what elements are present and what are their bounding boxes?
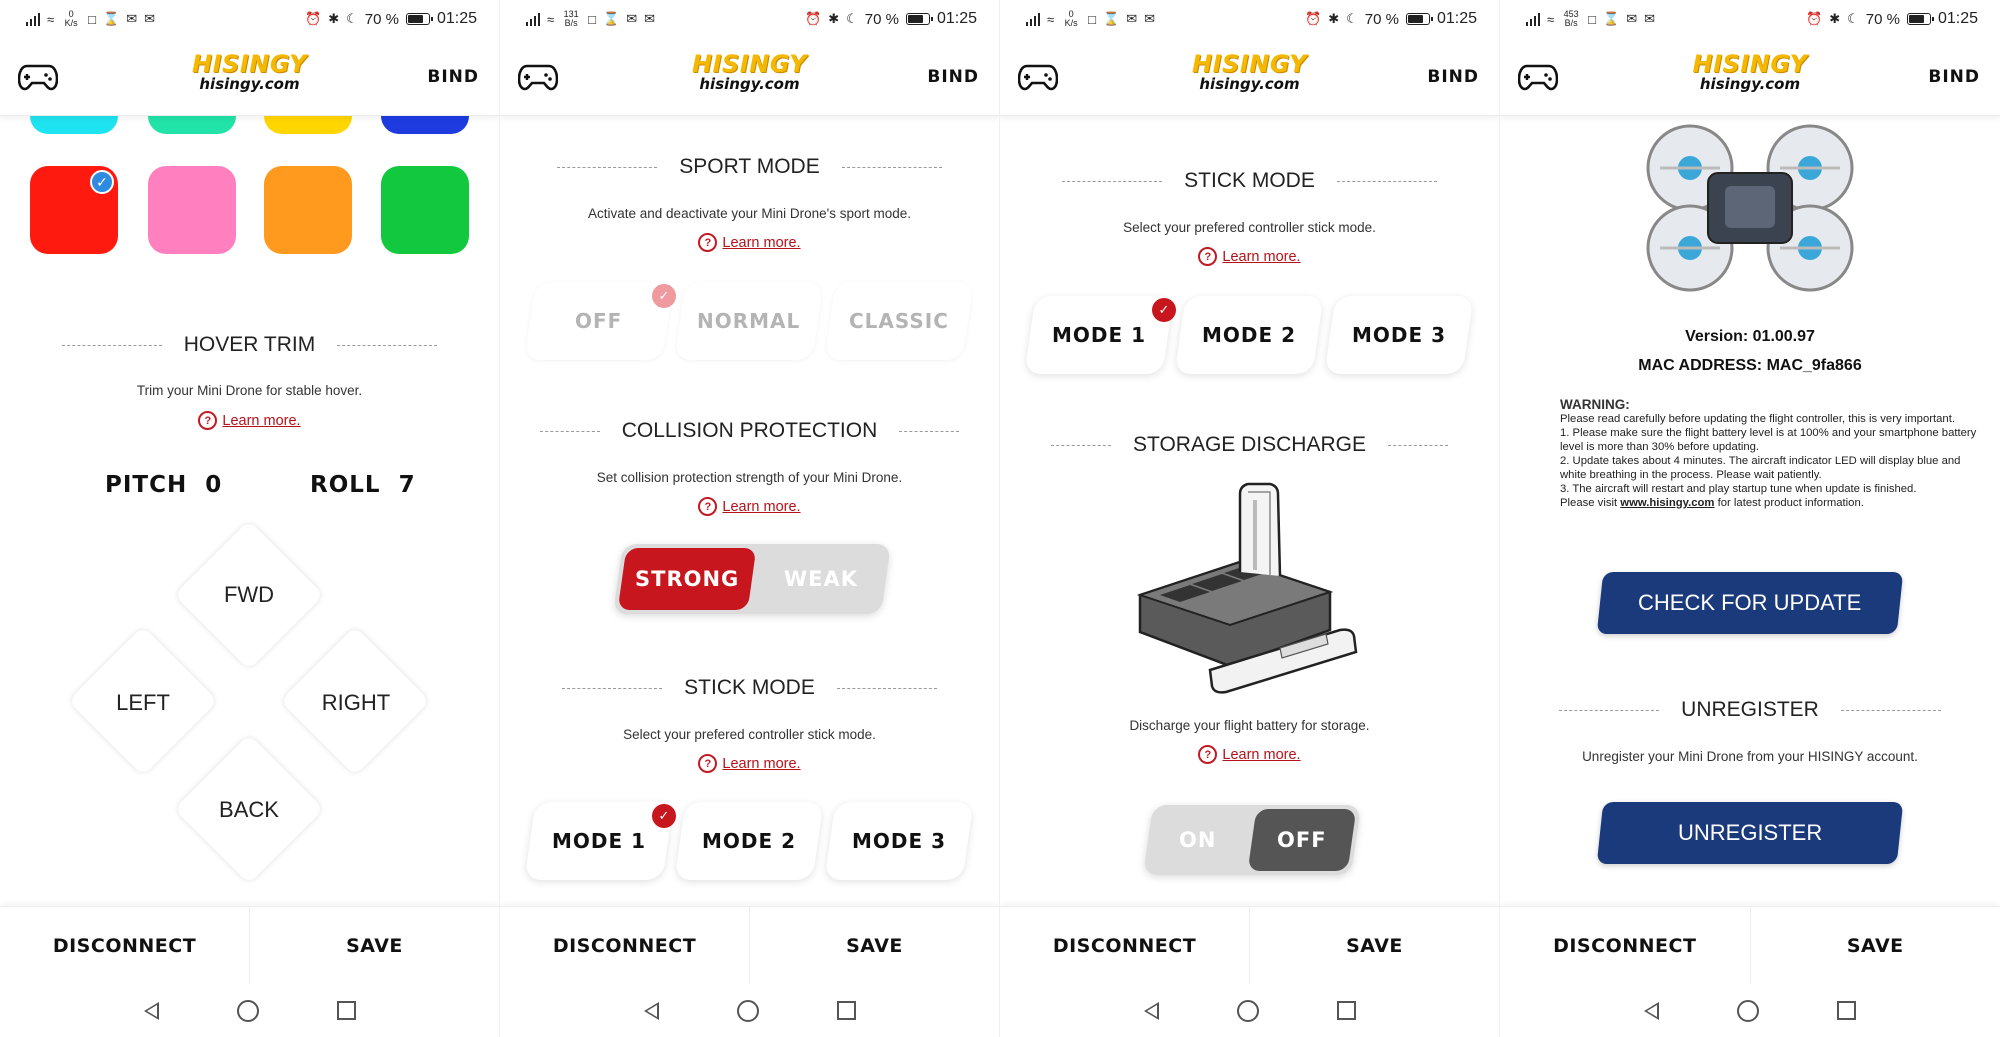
back-icon[interactable]	[1644, 1002, 1659, 1020]
recent-apps-icon[interactable]	[1837, 1001, 1856, 1020]
moon-icon: ☾	[346, 11, 358, 26]
unregister-title: UNREGISTER	[1500, 698, 2000, 722]
storage-off-option[interactable]: OFF	[1248, 809, 1357, 871]
battery-icon	[1907, 13, 1931, 25]
signal-icon	[1526, 13, 1540, 26]
storage-discharge-toggle[interactable]	[1143, 805, 1361, 875]
clock: 01:25	[436, 10, 477, 27]
battery-percent: 70 %	[864, 10, 899, 28]
battery-charger-illustration	[1130, 480, 1370, 710]
bottom-action-bar	[1500, 906, 2000, 984]
stick-mode-desc: Select your prefered controller stick mode.	[623, 727, 876, 742]
drone-illustration	[1630, 118, 1870, 298]
alarm-icon: ⏰	[1305, 11, 1322, 26]
wifi-icon: ≈	[1047, 11, 1055, 27]
home-icon[interactable]	[237, 1000, 259, 1022]
mail-icon: ✉	[1644, 11, 1655, 26]
signal-icon	[26, 13, 40, 26]
save-button[interactable]: SAVE	[1750, 907, 2000, 984]
learn-more-link[interactable]: ? Learn more.	[500, 754, 999, 773]
hover-trim-desc: Trim your Mini Drone for stable hover.	[136, 383, 363, 398]
gamepad-icon[interactable]	[1018, 63, 1058, 91]
system-nav-bar	[500, 984, 999, 1037]
storage-on-option[interactable]: ON	[1179, 828, 1217, 852]
bind-button[interactable]: BIND	[1928, 66, 1980, 87]
system-nav-bar	[1500, 984, 2000, 1037]
signal-icon	[526, 13, 540, 26]
app-header	[1500, 38, 2000, 116]
collision-desc: Set collision protection strength of your Mini Drone.	[596, 470, 903, 485]
question-icon: ?	[198, 411, 217, 430]
sport-option-classic[interactable]: CLASSIC	[825, 282, 974, 360]
learn-more-link[interactable]: ? Learn more.	[500, 233, 999, 252]
bind-button[interactable]: BIND	[1427, 66, 1479, 87]
recent-apps-icon[interactable]	[337, 1001, 356, 1020]
stick-option-mode-3[interactable]: MODE 3	[1325, 296, 1474, 374]
wifi-icon: ≈	[47, 11, 55, 27]
bind-button[interactable]: BIND	[427, 66, 479, 87]
screen-hover-trim	[0, 0, 500, 1037]
clock: 01:25	[936, 10, 977, 27]
signal-icon	[1026, 13, 1040, 26]
mail-icon: ✉	[1144, 11, 1155, 26]
collision-strong-option[interactable]: STRONG	[618, 548, 757, 610]
roll-readout: ROLL 7	[310, 472, 416, 498]
sport-option-off[interactable]: OFF	[525, 282, 674, 360]
hourglass-icon: ⌛	[1603, 11, 1620, 26]
learn-more-link[interactable]: ? Learn more.	[0, 411, 499, 430]
question-icon: ?	[698, 233, 717, 252]
bottom-action-bar	[500, 906, 999, 984]
moon-icon: ☾	[846, 11, 858, 26]
home-icon[interactable]	[1237, 1000, 1259, 1022]
recent-apps-icon[interactable]	[837, 1001, 856, 1020]
sport-mode-desc: Activate and deactivate your Mini Drone's sport mode.	[588, 206, 911, 221]
nfc-icon: □	[88, 11, 96, 27]
back-icon[interactable]	[1144, 1002, 1159, 1020]
dpad-fwd-label: FWD	[223, 582, 275, 607]
stick-option-mode-3[interactable]: MODE 3	[825, 802, 974, 880]
mail-icon: ✉	[644, 11, 655, 26]
system-nav-bar	[1000, 984, 1499, 1037]
dpad-back-label: BACK	[219, 797, 279, 822]
screen-firmware-update	[1500, 0, 2000, 1037]
hourglass-icon: ⌛	[1103, 11, 1120, 26]
storage-discharge-title: STORAGE DISCHARGE	[1000, 433, 1499, 457]
unregister-button[interactable]: UNREGISTER	[1597, 802, 1904, 864]
status-bar	[1000, 0, 1499, 38]
collision-protection-title: COLLISION PROTECTION	[500, 419, 999, 443]
stick-option-mode-1[interactable]: MODE 1	[525, 802, 674, 880]
alarm-icon: ⏰	[1806, 11, 1823, 26]
learn-more-link[interactable]: ? Learn more.	[1000, 745, 1499, 764]
disconnect-button[interactable]: DISCONNECT	[1052, 934, 1197, 957]
checkmark-icon: ✓	[90, 170, 114, 194]
bluetooth-icon: ✱	[828, 11, 840, 26]
mail-icon: ✉	[126, 11, 138, 26]
disconnect-button[interactable]: DISCONNECT	[52, 934, 197, 957]
network-speed: 131 B/s	[563, 9, 579, 28]
color-swatch-orange[interactable]	[264, 166, 352, 254]
app-header	[500, 38, 999, 116]
status-bar	[500, 0, 999, 38]
bottom-action-bar	[1000, 906, 1499, 984]
question-icon: ?	[1198, 745, 1217, 764]
battery-icon	[906, 13, 930, 25]
question-icon: ?	[698, 497, 717, 516]
checkmark-icon: ✓	[652, 804, 676, 828]
color-swatch-green[interactable]	[381, 166, 469, 254]
alarm-icon: ⏰	[805, 11, 822, 26]
status-bar	[0, 0, 499, 38]
dpad-right-label: RIGHT	[321, 690, 391, 715]
color-swatch-pink[interactable]	[148, 166, 236, 254]
screen-sport-collision	[500, 0, 1000, 1037]
save-button[interactable]: SAVE	[249, 907, 499, 984]
bind-button[interactable]: BIND	[927, 66, 979, 87]
hourglass-icon: ⌛	[603, 11, 620, 26]
pitch-readout: PITCH 0	[105, 472, 223, 498]
stick-option-mode-2[interactable]: MODE 2	[675, 802, 824, 880]
nfc-icon: □	[1588, 11, 1596, 27]
stick-option-mode-1[interactable]: MODE 1	[1025, 296, 1174, 374]
bluetooth-icon: ✱	[1829, 11, 1841, 26]
network-speed: 0 K/s	[1064, 9, 1078, 28]
hisingy-logo: HISINGY hisingy.com	[1692, 50, 1808, 93]
learn-more-link[interactable]: ? Learn more.	[500, 497, 999, 516]
network-speed: 453 B/s	[1563, 9, 1579, 28]
battery-percent: 70 %	[364, 10, 399, 28]
nfc-icon: □	[588, 11, 596, 27]
stick-mode-title: STICK MODE	[1000, 169, 1499, 193]
unregister-desc: Unregister your Mini Drone from your HISINGY account.	[1582, 749, 1918, 764]
collision-weak-option[interactable]: WEAK	[783, 567, 859, 591]
hisingy-logo: HISINGY hisingy.com	[1192, 50, 1307, 93]
alarm-icon: ⏰	[305, 11, 322, 26]
back-icon[interactable]	[644, 1002, 659, 1020]
battery-percent: 70 %	[1865, 10, 1900, 28]
firmware-version: Version: 01.00.97	[1685, 328, 1815, 345]
app-header	[0, 38, 499, 116]
clock: 01:25	[1937, 10, 1978, 27]
collision-toggle[interactable]	[613, 544, 891, 614]
hourglass-icon: ⌛	[103, 11, 120, 26]
mail-icon: ✉	[1126, 11, 1138, 26]
disconnect-button[interactable]: DISCONNECT	[552, 934, 697, 957]
mail-icon: ✉	[1626, 11, 1638, 26]
bluetooth-icon: ✱	[328, 11, 340, 26]
website-link[interactable]: www.hisingy.com	[1620, 497, 1715, 509]
save-button[interactable]: SAVE	[749, 907, 999, 984]
moon-icon: ☾	[1847, 11, 1859, 26]
status-bar	[1500, 0, 2000, 38]
checkmark-icon: ✓	[1152, 298, 1176, 322]
recent-apps-icon[interactable]	[1337, 1001, 1356, 1020]
dpad-left-label: LEFT	[116, 690, 170, 715]
battery-icon	[406, 13, 430, 25]
question-icon: ?	[698, 754, 717, 773]
gamepad-icon[interactable]	[18, 63, 58, 91]
gamepad-icon[interactable]	[518, 63, 558, 91]
disconnect-button[interactable]: DISCONNECT	[1553, 934, 1697, 957]
update-warning: WARNING: Please read carefully before updating the flight controller, this is very important. 1. Please make sure the flight battery level is at 100% and your smartphone battery level is more than 30% before updating. 2. Update takes about 4 minutes. The aircraft indicator LED will display blue and white breathing in the process. Please wait patiently. 3. The aircraft will restart and play startup tune when update is finished. Please visit www.hisingy.com for latest product information.	[1560, 397, 1977, 509]
hisingy-logo: HISINGY hisingy.com	[692, 50, 807, 93]
moon-icon: ☾	[1346, 11, 1358, 26]
save-button[interactable]: SAVE	[1249, 907, 1499, 984]
mail-icon: ✉	[626, 11, 638, 26]
network-speed: 0 K/s	[64, 9, 78, 28]
home-icon[interactable]	[1737, 1000, 1759, 1022]
mail-icon: ✉	[144, 11, 155, 26]
screen-stick-storage	[1000, 0, 1500, 1037]
wifi-icon: ≈	[547, 11, 555, 27]
wifi-icon: ≈	[1547, 11, 1555, 27]
check-for-update-button[interactable]: CHECK FOR UPDATE	[1597, 572, 1904, 634]
stick-mode-title: STICK MODE	[500, 676, 999, 700]
hover-trim-title: HOVER TRIM	[0, 333, 499, 357]
color-swatch-red[interactable]	[30, 166, 118, 254]
question-icon: ?	[1198, 247, 1217, 266]
bluetooth-icon: ✱	[1328, 11, 1340, 26]
home-icon[interactable]	[737, 1000, 759, 1022]
hisingy-logo: HISINGY hisingy.com	[192, 50, 307, 93]
learn-more-link[interactable]: ? Learn more.	[1000, 247, 1499, 266]
clock: 01:25	[1436, 10, 1477, 27]
sport-mode-title: SPORT MODE	[500, 155, 999, 179]
mac-address: MAC ADDRESS: MAC_9fa866	[1638, 357, 1862, 374]
battery-icon	[1406, 13, 1430, 25]
bottom-action-bar	[0, 906, 499, 984]
gamepad-icon[interactable]	[1518, 63, 1558, 91]
sport-option-normal[interactable]: NORMAL	[675, 282, 824, 360]
app-header	[1000, 38, 1499, 116]
stick-option-mode-2[interactable]: MODE 2	[1175, 296, 1324, 374]
system-nav-bar	[0, 984, 499, 1037]
storage-discharge-desc: Discharge your flight battery for storage.	[1129, 718, 1370, 733]
battery-percent: 70 %	[1364, 10, 1399, 28]
nfc-icon: □	[1088, 11, 1096, 27]
back-icon[interactable]	[144, 1002, 159, 1020]
stick-mode-desc: Select your prefered controller stick mode.	[1123, 220, 1376, 235]
checkmark-icon: ✓	[652, 284, 676, 308]
